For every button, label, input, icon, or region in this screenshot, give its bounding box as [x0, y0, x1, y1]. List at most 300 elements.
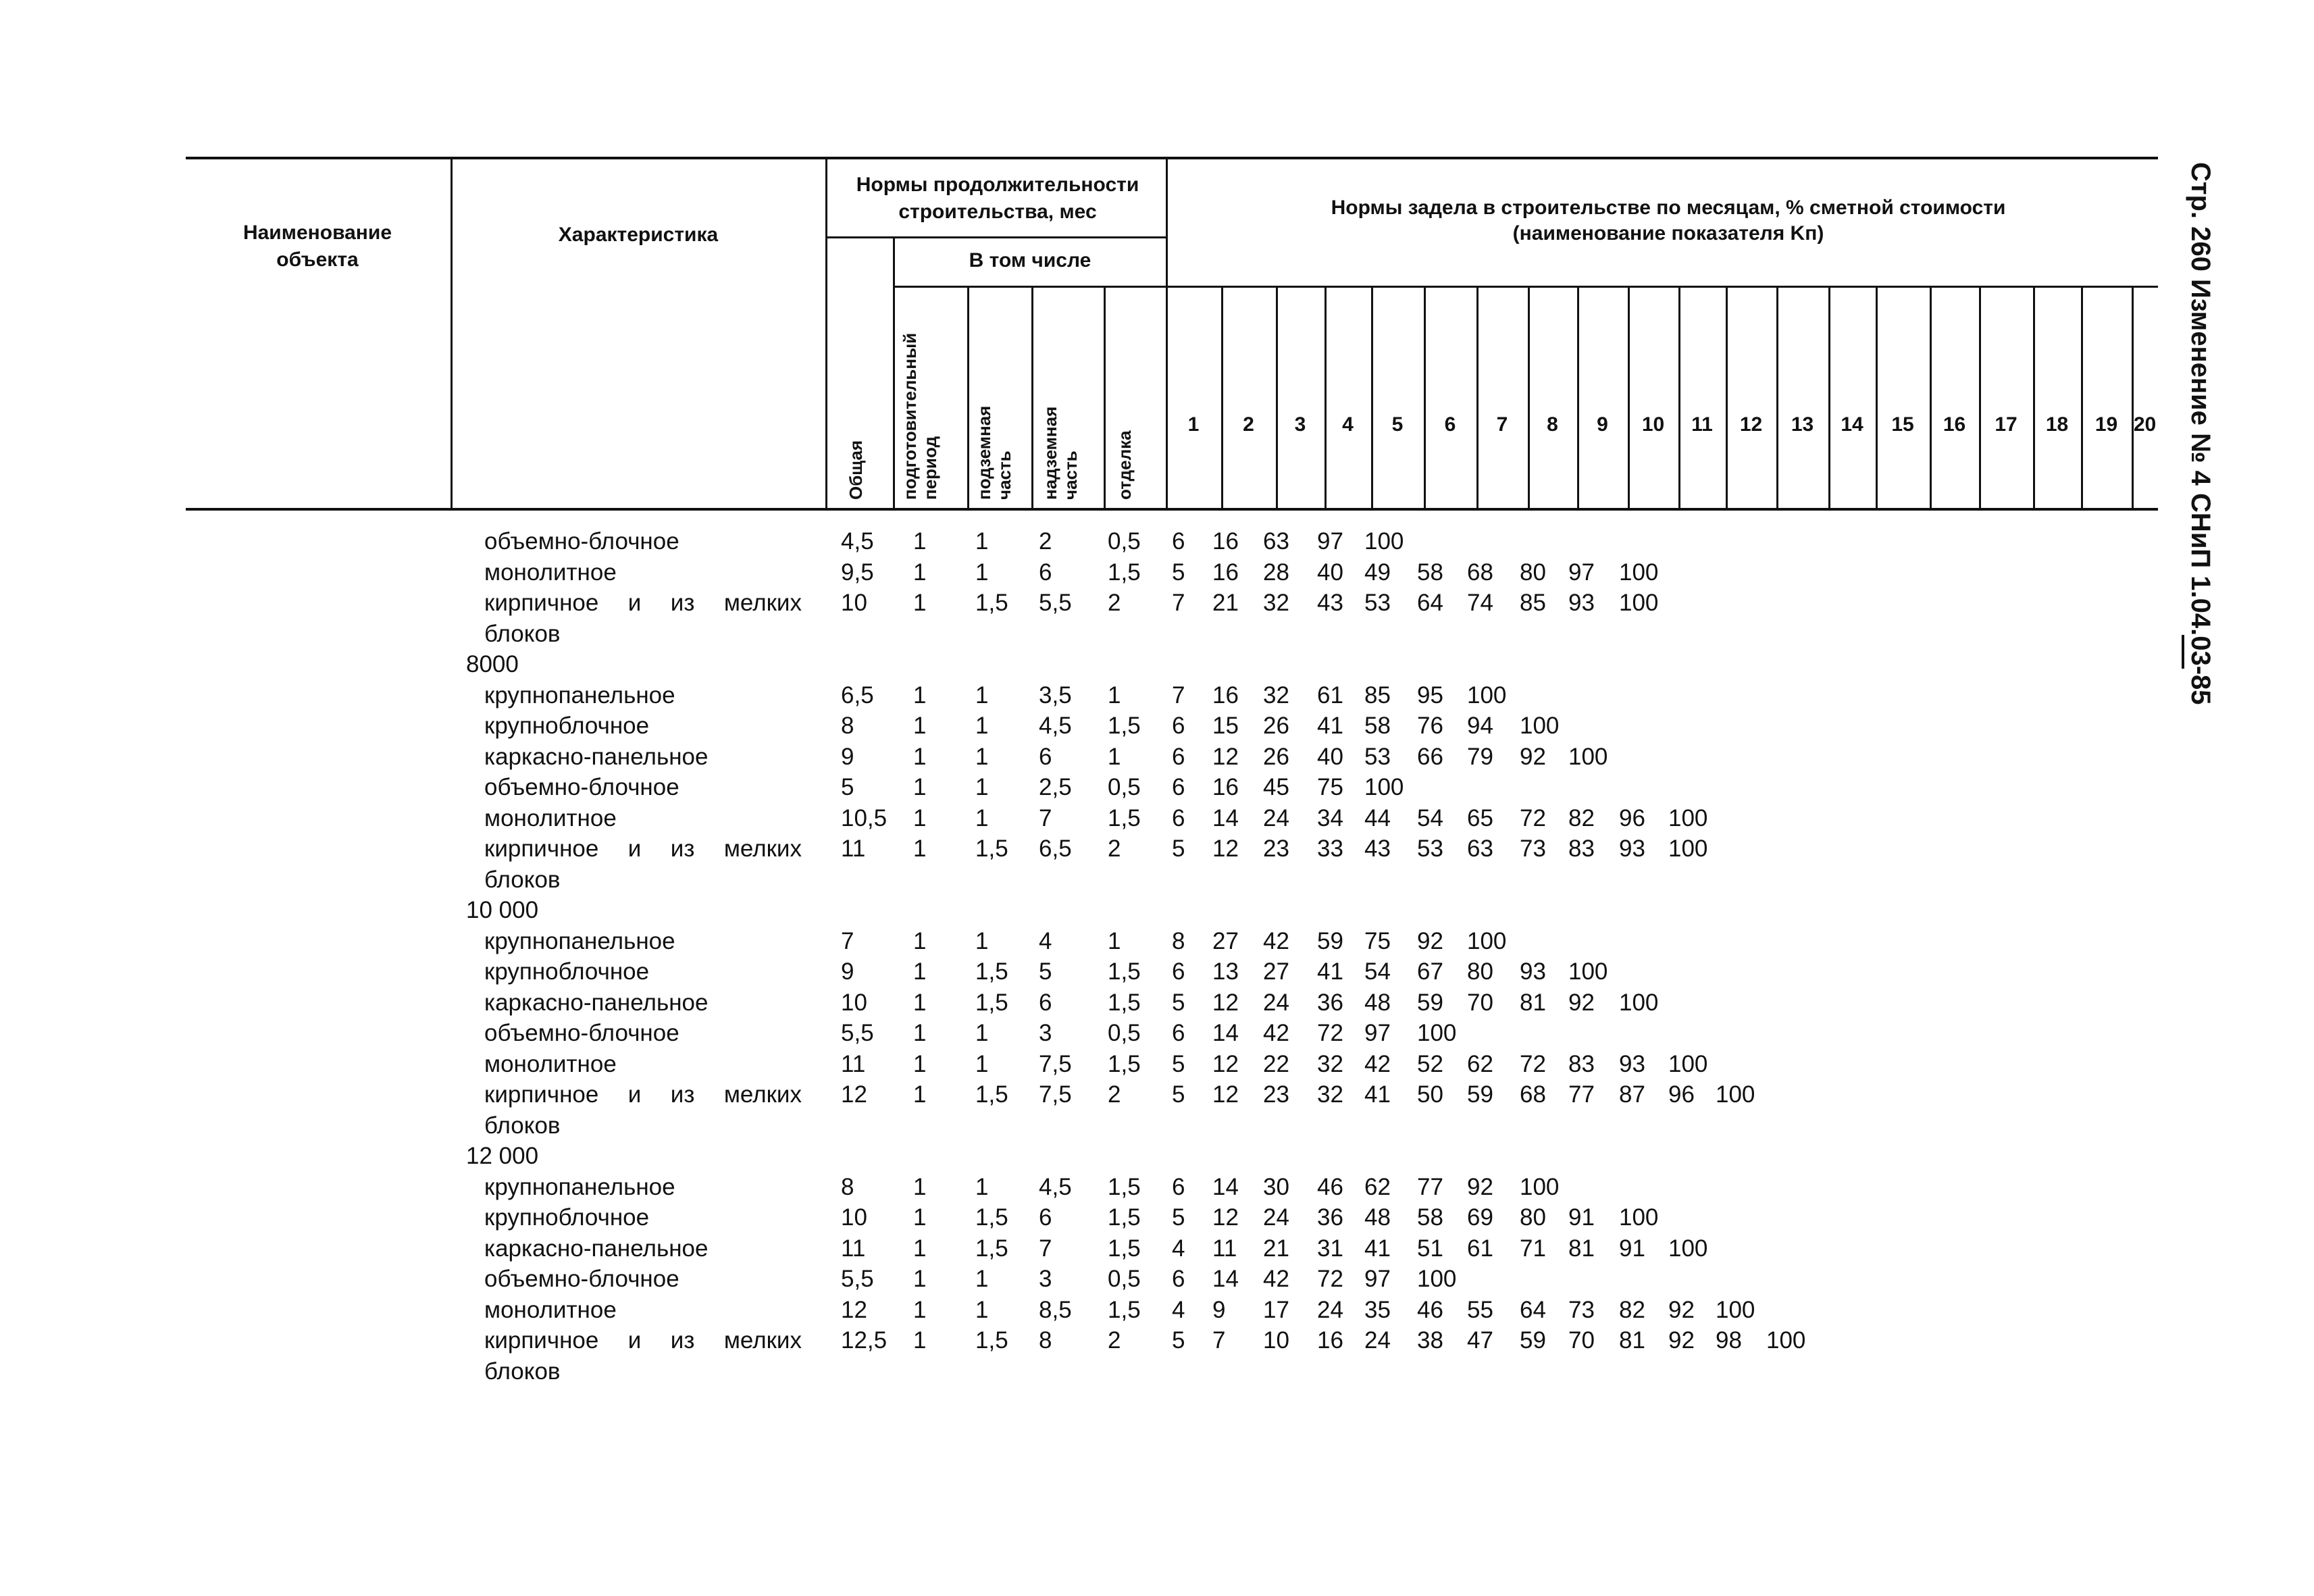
cell-month: 5: [1172, 989, 1185, 1016]
cell-month: 32: [1263, 590, 1289, 616]
cell-month: 100: [1668, 1050, 1708, 1077]
cell-month: 96: [1619, 804, 1645, 831]
cell-month: 41: [1317, 713, 1343, 739]
month-label: 5: [1391, 413, 1404, 436]
cell-month: 32: [1317, 1081, 1343, 1108]
cell-aboveground: 4,5: [1039, 713, 1072, 739]
cell-month: 73: [1568, 1296, 1595, 1323]
cell-month: 100: [1364, 774, 1404, 800]
month-col-divider: [2081, 287, 2083, 509]
cell-month: 72: [1317, 1020, 1343, 1046]
cell-month: 100: [1417, 1266, 1457, 1292]
cell-month: 14: [1212, 804, 1239, 831]
including-rule: [893, 286, 1166, 288]
cell-month: 62: [1364, 1173, 1391, 1200]
cell-month: 6: [1172, 774, 1185, 800]
col-divider: [893, 238, 895, 509]
cell-month: 24: [1263, 1204, 1289, 1231]
cell-month: 75: [1317, 774, 1343, 800]
cell-prep: 1: [913, 835, 927, 862]
month-label: 3: [1294, 413, 1306, 436]
cell-month: 21: [1263, 1235, 1289, 1262]
cell-month: 40: [1317, 559, 1343, 586]
cell-month: 58: [1417, 559, 1443, 586]
cell-month: 93: [1619, 835, 1645, 862]
cell-month: 100: [1520, 1173, 1560, 1200]
cell-month: 42: [1364, 1050, 1391, 1077]
cell-finishing: 0,5: [1108, 528, 1141, 555]
cell-underground: 1: [975, 927, 989, 954]
cell-month: 100: [1668, 804, 1708, 831]
cell-prep: 1: [913, 1327, 927, 1354]
cell-month: 79: [1467, 743, 1493, 770]
month-col-divider: [2033, 287, 2035, 509]
cell-month: 95: [1417, 681, 1443, 709]
cell-month: 82: [1568, 804, 1595, 831]
cell-aboveground: 6,5: [1039, 835, 1072, 862]
cell-underground: 1,5: [975, 989, 1008, 1016]
cell-month: 97: [1568, 559, 1595, 586]
cell-month: 36: [1317, 1204, 1343, 1231]
cell-month: 6: [1172, 1020, 1185, 1046]
cell-prep: 1: [913, 559, 927, 586]
cell-prep: 1: [913, 590, 927, 616]
row-name: крупноблочное: [484, 958, 650, 985]
cell-month: 5: [1172, 835, 1185, 862]
cell-month: 100: [1716, 1081, 1755, 1108]
cell-month: 100: [1668, 835, 1708, 862]
cell-month: 14: [1212, 1020, 1239, 1046]
cell-month: 98: [1716, 1327, 1742, 1354]
backlog-group-rule: [1166, 286, 2158, 288]
cell-month: 12: [1212, 1204, 1239, 1231]
cell-underground: 1: [975, 1296, 989, 1323]
cell-month: 100: [1619, 1204, 1659, 1231]
cell-prep: 1: [913, 927, 927, 954]
cell-month: 76: [1417, 713, 1443, 739]
cell-month: 30: [1263, 1173, 1289, 1200]
cell-month: 100: [1467, 681, 1507, 709]
cell-month: 55: [1467, 1296, 1493, 1323]
row-name: крупноблочное: [484, 713, 650, 739]
cell-aboveground: 2,5: [1039, 774, 1072, 800]
cell-month: 12: [1212, 835, 1239, 862]
cell-underground: 1: [975, 1050, 989, 1077]
cell-underground: 1: [975, 713, 989, 739]
cell-month: 100: [1619, 559, 1659, 586]
cell-month: 81: [1619, 1327, 1645, 1354]
side-caption-underline: [2182, 635, 2184, 669]
month-col-divider: [1678, 287, 1680, 509]
cell-month: 100: [1417, 1020, 1457, 1046]
cell-month: 14: [1212, 1173, 1239, 1200]
month-col-divider: [1325, 287, 1327, 509]
cell-prep: 1: [913, 1081, 927, 1108]
cell-prep: 1: [913, 1296, 927, 1323]
month-label: 10: [1641, 413, 1665, 436]
cell-month: 5: [1172, 1050, 1185, 1077]
month-col-divider: [1628, 287, 1630, 509]
row-name: крупноблочное: [484, 1204, 650, 1231]
cell-total: 8: [841, 713, 854, 739]
cell-month: 93: [1619, 1050, 1645, 1077]
cell-month: 100: [1520, 713, 1560, 739]
cell-month: 38: [1417, 1327, 1443, 1354]
cell-month: 96: [1668, 1081, 1695, 1108]
cell-month: 70: [1568, 1327, 1595, 1354]
header-aboveground: надземная часть: [1040, 406, 1081, 500]
row-name-continued: блоков: [484, 620, 561, 647]
cell-month: 28: [1263, 559, 1289, 586]
cell-total: 10,5: [841, 804, 888, 831]
cell-aboveground: 4: [1039, 927, 1052, 954]
cell-month: 54: [1364, 958, 1391, 985]
cell-underground: 1: [975, 804, 989, 831]
cell-month: 16: [1212, 559, 1239, 586]
row-name: кирпичное и из мелких: [484, 590, 802, 616]
cell-month: 12: [1212, 1050, 1239, 1077]
cell-aboveground: 6: [1039, 989, 1052, 1016]
cell-month: 6: [1172, 528, 1185, 555]
cell-month: 12: [1212, 1081, 1239, 1108]
cell-month: 41: [1364, 1081, 1391, 1108]
cell-month: 72: [1520, 1050, 1546, 1077]
cell-month: 70: [1467, 989, 1493, 1016]
cell-finishing: 2: [1108, 1327, 1121, 1354]
cell-month: 5: [1172, 1081, 1185, 1108]
cell-month: 7: [1172, 590, 1185, 616]
month-col-divider: [1476, 287, 1479, 509]
cell-total: 11: [841, 1050, 866, 1077]
cell-total: 6,5: [841, 681, 874, 709]
month-label: 8: [1547, 413, 1558, 436]
month-label: 12: [1739, 413, 1763, 436]
cell-month: 54: [1417, 804, 1443, 831]
cell-finishing: 1,5: [1108, 1050, 1141, 1077]
cell-month: 43: [1364, 835, 1391, 862]
col-divider: [1166, 158, 1168, 509]
cell-month: 100: [1568, 958, 1608, 985]
header-characteristic: Характеристика: [558, 224, 719, 246]
month-col-divider: [1979, 287, 1981, 509]
cell-aboveground: 6: [1039, 559, 1052, 586]
cell-month: 92: [1668, 1327, 1695, 1354]
cell-month: 5: [1172, 1204, 1185, 1231]
cell-month: 82: [1619, 1296, 1645, 1323]
header-backlog-line1: Нормы задела в строительстве по месяцам, % сметной стоимости: [1331, 197, 2006, 219]
cell-month: 53: [1417, 835, 1443, 862]
cell-month: 71: [1520, 1235, 1546, 1262]
cell-month: 93: [1520, 958, 1546, 985]
cell-underground: 1: [975, 1020, 989, 1046]
month-col-divider: [1726, 287, 1728, 509]
cell-month: 91: [1619, 1235, 1645, 1262]
header-including: В том числе: [969, 249, 1091, 272]
cell-finishing: 1,5: [1108, 1173, 1141, 1200]
cell-month: 74: [1467, 590, 1493, 616]
month-label: 15: [1891, 413, 1914, 436]
cell-underground: 1,5: [975, 835, 1008, 862]
cell-prep: 1: [913, 1204, 927, 1231]
cell-month: 4: [1172, 1296, 1185, 1323]
cell-month: 24: [1317, 1296, 1343, 1323]
cell-month: 51: [1417, 1235, 1443, 1262]
cell-underground: 1: [975, 743, 989, 770]
cell-month: 72: [1520, 804, 1546, 831]
cell-finishing: 0,5: [1108, 774, 1141, 800]
header-object: Наименование объекта: [242, 222, 392, 271]
month-label: 14: [1841, 413, 1863, 436]
cell-month: 22: [1263, 1050, 1289, 1077]
cell-aboveground: 6: [1039, 743, 1052, 770]
header-prep: подготовительный период: [900, 332, 940, 500]
row-name: крупнопанельное: [484, 681, 675, 709]
cell-total: 5,5: [841, 1020, 874, 1046]
cell-month: 97: [1364, 1266, 1391, 1292]
cell-month: 100: [1716, 1296, 1755, 1323]
cell-month: 80: [1467, 958, 1493, 985]
row-name: объемно-блочное: [484, 1266, 679, 1292]
month-col-divider: [2132, 287, 2134, 509]
cell-month: 100: [1668, 1235, 1708, 1262]
cell-month: 43: [1317, 590, 1343, 616]
cell-month: 6: [1172, 743, 1185, 770]
month-col-divider: [1876, 287, 1878, 509]
cell-aboveground: 6: [1039, 1204, 1052, 1231]
cell-month: 23: [1263, 1081, 1289, 1108]
cell-month: 42: [1263, 1266, 1289, 1292]
cell-month: 68: [1520, 1081, 1546, 1108]
month-label: 2: [1243, 413, 1254, 436]
cell-month: 75: [1364, 927, 1391, 954]
cell-month: 77: [1568, 1081, 1595, 1108]
col-divider: [825, 158, 827, 509]
col-divider: [451, 158, 453, 509]
row-name: кирпичное и из мелких: [484, 1081, 802, 1108]
cell-finishing: 1: [1108, 927, 1121, 954]
cell-finishing: 2: [1108, 835, 1121, 862]
cell-month: 24: [1364, 1327, 1391, 1354]
cell-month: 92: [1568, 989, 1595, 1016]
cell-total: 10: [841, 989, 867, 1016]
month-label: 7: [1496, 413, 1508, 436]
cell-aboveground: 3: [1039, 1020, 1052, 1046]
cell-month: 92: [1417, 927, 1443, 954]
cell-month: 85: [1520, 590, 1546, 616]
cell-total: 11: [841, 835, 866, 862]
month-label: 18: [2045, 413, 2069, 436]
row-name: объемно-блочное: [484, 528, 679, 555]
cell-month: 64: [1417, 590, 1443, 616]
group-heading: 12 000: [466, 1143, 539, 1169]
cell-month: 26: [1263, 743, 1289, 770]
cell-month: 63: [1263, 528, 1289, 555]
cell-month: 92: [1668, 1296, 1695, 1323]
cell-month: 100: [1467, 927, 1507, 954]
month-label: 4: [1342, 413, 1354, 436]
cell-prep: 1: [913, 1235, 927, 1262]
cell-aboveground: 8: [1039, 1327, 1052, 1354]
cell-month: 77: [1417, 1173, 1443, 1200]
cell-month: 62: [1467, 1050, 1493, 1077]
header-underground: подземная часть: [974, 405, 1014, 500]
cell-month: 26: [1263, 713, 1289, 739]
cell-total: 9,5: [841, 559, 874, 586]
cell-month: 68: [1467, 559, 1493, 586]
cell-month: 7: [1172, 681, 1185, 709]
month-col-divider: [1424, 287, 1426, 509]
cell-total: 7: [841, 927, 854, 954]
cell-month: 61: [1467, 1235, 1493, 1262]
cell-month: 41: [1364, 1235, 1391, 1262]
cell-month: 69: [1467, 1204, 1493, 1231]
col-divider: [1104, 287, 1106, 509]
cell-month: 94: [1467, 713, 1493, 739]
cell-month: 83: [1568, 835, 1595, 862]
cell-underground: 1: [975, 1266, 989, 1292]
cell-month: 59: [1520, 1327, 1546, 1354]
cell-month: 6: [1172, 958, 1185, 985]
month-label: 1: [1187, 413, 1200, 436]
header-finishing: отделка: [1114, 430, 1135, 500]
cell-month: 45: [1263, 774, 1289, 800]
cell-finishing: 1: [1108, 743, 1121, 770]
month-col-divider: [1828, 287, 1830, 509]
cell-month: 81: [1568, 1235, 1595, 1262]
cell-prep: 1: [913, 1173, 927, 1200]
cell-total: 10: [841, 1204, 867, 1231]
cell-underground: 1: [975, 681, 989, 709]
cell-aboveground: 7,5: [1039, 1081, 1072, 1108]
cell-month: 59: [1317, 927, 1343, 954]
month-col-divider: [1776, 287, 1778, 509]
cell-month: 80: [1520, 1204, 1546, 1231]
cell-month: 9: [1212, 1296, 1226, 1323]
cell-aboveground: 8,5: [1039, 1296, 1072, 1323]
row-name: монолитное: [484, 804, 617, 831]
cell-month: 87: [1619, 1081, 1645, 1108]
cell-aboveground: 5: [1039, 958, 1052, 985]
cell-month: 27: [1263, 958, 1289, 985]
cell-prep: 1: [913, 958, 927, 985]
group-heading: 8000: [466, 651, 519, 677]
cell-underground: 1,5: [975, 1081, 1008, 1108]
cell-month: 97: [1317, 528, 1343, 555]
cell-underground: 1: [975, 528, 989, 555]
cell-month: 16: [1212, 774, 1239, 800]
cell-prep: 1: [913, 681, 927, 709]
cell-aboveground: 7: [1039, 1235, 1052, 1262]
cell-month: 21: [1212, 590, 1239, 616]
cell-month: 13: [1212, 958, 1239, 985]
cell-total: 9: [841, 743, 854, 770]
month-label: 6: [1444, 413, 1456, 436]
cell-month: 40: [1317, 743, 1343, 770]
cell-aboveground: 7: [1039, 804, 1052, 831]
cell-month: 66: [1417, 743, 1443, 770]
month-label: 11: [1691, 413, 1713, 436]
row-name: каркасно-панельное: [484, 743, 709, 770]
cell-month: 85: [1364, 681, 1391, 709]
header-duration-group: Нормы продолжительности строительства, мес: [856, 174, 1139, 223]
cell-finishing: 1,5: [1108, 1204, 1141, 1231]
month-label: 20: [2133, 413, 2157, 436]
cell-month: 80: [1520, 559, 1546, 586]
cell-month: 14: [1212, 1266, 1239, 1292]
cell-month: 100: [1766, 1327, 1806, 1354]
row-name: объемно-блочное: [484, 774, 679, 800]
cell-month: 58: [1417, 1204, 1443, 1231]
cell-month: 100: [1364, 528, 1404, 555]
row-name: монолитное: [484, 1296, 617, 1323]
cell-month: 92: [1467, 1173, 1493, 1200]
cell-prep: 1: [913, 528, 927, 555]
row-name: каркасно-панельное: [484, 989, 709, 1016]
cell-month: 65: [1467, 804, 1493, 831]
cell-month: 42: [1263, 1020, 1289, 1046]
row-name-continued: блоков: [484, 866, 561, 893]
cell-month: 53: [1364, 590, 1391, 616]
cell-month: 46: [1317, 1173, 1343, 1200]
month-label: 13: [1791, 413, 1814, 436]
row-name-continued: блоков: [484, 1112, 561, 1139]
cell-finishing: 1: [1108, 681, 1121, 709]
cell-total: 12: [841, 1296, 867, 1323]
cell-month: 49: [1364, 559, 1391, 586]
duration-group-rule: [825, 236, 1166, 238]
cell-finishing: 1,5: [1108, 989, 1141, 1016]
cell-underground: 1: [975, 1173, 989, 1200]
cell-prep: 1: [913, 989, 927, 1016]
cell-month: 97: [1364, 1020, 1391, 1046]
col-divider: [1031, 287, 1033, 509]
cell-total: 8: [841, 1173, 854, 1200]
cell-total: 12: [841, 1081, 867, 1108]
cell-finishing: 1,5: [1108, 804, 1141, 831]
cell-month: 16: [1212, 528, 1239, 555]
cell-month: 16: [1212, 681, 1239, 709]
cell-month: 10: [1263, 1327, 1289, 1354]
row-name: объемно-блочное: [484, 1020, 679, 1046]
month-col-divider: [1930, 287, 1932, 509]
header-total: Общая: [846, 440, 866, 500]
cell-prep: 1: [913, 1020, 927, 1046]
row-name-continued: блоков: [484, 1358, 561, 1385]
cell-month: 15: [1212, 713, 1239, 739]
cell-underground: 1,5: [975, 1327, 1008, 1354]
cell-month: 67: [1417, 958, 1443, 985]
group-heading: 10 000: [466, 897, 539, 923]
cell-finishing: 1,5: [1108, 1296, 1141, 1323]
month-col-divider: [1221, 287, 1223, 509]
cell-month: 6: [1172, 713, 1185, 739]
row-name: монолитное: [484, 559, 617, 586]
cell-month: 72: [1317, 1266, 1343, 1292]
month-label: 16: [1943, 413, 1966, 436]
cell-month: 58: [1364, 713, 1391, 739]
cell-month: 6: [1172, 804, 1185, 831]
cell-month: 46: [1417, 1296, 1443, 1323]
cell-month: 35: [1364, 1296, 1391, 1323]
cell-month: 5: [1172, 559, 1185, 586]
cell-month: 93: [1568, 590, 1595, 616]
cell-underground: 1,5: [975, 1235, 1008, 1262]
month-col-divider: [1577, 287, 1579, 509]
cell-total: 10: [841, 590, 867, 616]
cell-month: 27: [1212, 927, 1239, 954]
cell-month: 50: [1417, 1081, 1443, 1108]
col-divider: [967, 287, 969, 509]
